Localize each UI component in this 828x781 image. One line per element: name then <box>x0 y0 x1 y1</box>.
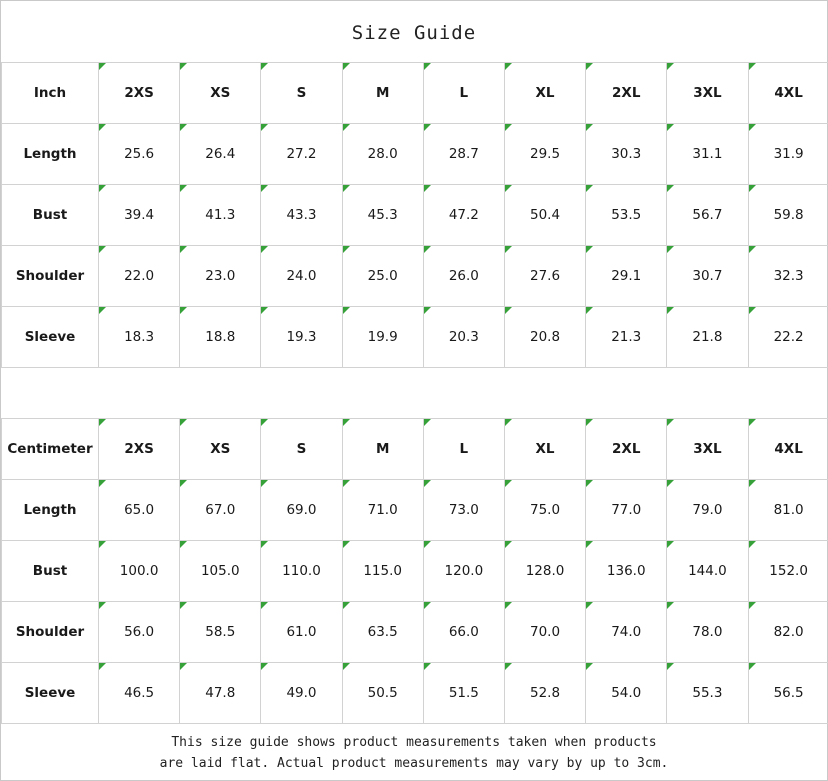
cell-sleeve-m: 19.9 <box>342 307 423 368</box>
cell-sleeve-2xs: 18.3 <box>99 307 180 368</box>
cell-sleeve-xl: 20.8 <box>504 307 585 368</box>
page-title: Size Guide <box>351 22 477 44</box>
cell-cm-shoulder-2xs: 56.0 <box>99 602 180 663</box>
cell-cm-shoulder-l: 66.0 <box>423 602 504 663</box>
row-label-cm-shoulder: Shoulder <box>2 602 99 663</box>
cell-length-l: 28.7 <box>423 124 504 185</box>
table-row <box>2 307 828 368</box>
table-header-row <box>2 63 828 124</box>
cell-bust-l: 47.2 <box>423 185 504 246</box>
size-header-xl: XL <box>504 63 585 124</box>
cell-bust-xs: 41.3 <box>180 185 261 246</box>
cell-length-3xl: 31.1 <box>667 124 748 185</box>
cell-cm-shoulder-2xl: 74.0 <box>586 602 667 663</box>
size-header-cm-s: S <box>261 419 342 480</box>
cell-cm-bust-4xl: 152.0 <box>748 541 828 602</box>
cell-cm-bust-xs: 105.0 <box>180 541 261 602</box>
cell-sleeve-xs: 18.8 <box>180 307 261 368</box>
table-row <box>2 602 828 663</box>
cell-length-4xl: 31.9 <box>748 124 828 185</box>
cell-cm-sleeve-2xl: 54.0 <box>586 663 667 724</box>
size-header-xs: XS <box>180 63 261 124</box>
cell-cm-sleeve-l: 51.5 <box>423 663 504 724</box>
cell-sleeve-s: 19.3 <box>261 307 342 368</box>
cell-shoulder-l: 26.0 <box>423 246 504 307</box>
cell-length-s: 27.2 <box>261 124 342 185</box>
size-header-2xl: 2XL <box>586 63 667 124</box>
size-header-cm-xs: XS <box>180 419 261 480</box>
cell-shoulder-2xs: 22.0 <box>99 246 180 307</box>
cell-cm-bust-m: 115.0 <box>342 541 423 602</box>
cell-shoulder-4xl: 32.3 <box>748 246 828 307</box>
size-header-3xl: 3XL <box>667 63 748 124</box>
cell-sleeve-3xl: 21.8 <box>667 307 748 368</box>
cell-bust-m: 45.3 <box>342 185 423 246</box>
row-label-bust: Bust <box>2 185 99 246</box>
footer-line-1: This size guide shows product measurements taken when products <box>171 735 657 750</box>
cell-shoulder-xl: 27.6 <box>504 246 585 307</box>
cell-cm-length-2xs: 65.0 <box>99 480 180 541</box>
cell-length-2xs: 25.6 <box>99 124 180 185</box>
row-label-shoulder: Shoulder <box>2 246 99 307</box>
inch-table-wrapper <box>1 62 827 368</box>
footer-note <box>1 732 827 774</box>
cell-shoulder-s: 24.0 <box>261 246 342 307</box>
table-gap-spacer <box>1 368 827 418</box>
size-header-cm-xl: XL <box>504 419 585 480</box>
cell-sleeve-2xl: 21.3 <box>586 307 667 368</box>
size-header-cm-l: L <box>423 419 504 480</box>
size-header-cm-3xl: 3XL <box>667 419 748 480</box>
cell-cm-shoulder-3xl: 78.0 <box>667 602 748 663</box>
cell-length-xs: 26.4 <box>180 124 261 185</box>
row-label-cm-length: Length <box>2 480 99 541</box>
cell-bust-2xs: 39.4 <box>99 185 180 246</box>
row-label-length: Length <box>2 124 99 185</box>
table-row <box>2 124 828 185</box>
cell-length-xl: 29.5 <box>504 124 585 185</box>
unit-label-centimeter: Centimeter <box>2 419 99 480</box>
cell-cm-sleeve-xs: 47.8 <box>180 663 261 724</box>
cell-cm-length-xs: 67.0 <box>180 480 261 541</box>
table-row <box>2 663 828 724</box>
cell-sleeve-4xl: 22.2 <box>748 307 828 368</box>
size-header-2xs: 2XS <box>99 63 180 124</box>
size-header-cm-4xl: 4XL <box>748 419 828 480</box>
size-table-inch <box>1 62 828 368</box>
cell-bust-s: 43.3 <box>261 185 342 246</box>
cell-cm-length-l: 73.0 <box>423 480 504 541</box>
cell-cm-length-xl: 75.0 <box>504 480 585 541</box>
table-row <box>2 246 828 307</box>
size-header-m: M <box>342 63 423 124</box>
size-header-l: L <box>423 63 504 124</box>
cell-cm-bust-l: 120.0 <box>423 541 504 602</box>
cell-cm-shoulder-s: 61.0 <box>261 602 342 663</box>
cell-length-m: 28.0 <box>342 124 423 185</box>
table-row <box>2 185 828 246</box>
size-header-cm-2xl: 2XL <box>586 419 667 480</box>
unit-label-inch: Inch <box>2 63 99 124</box>
cell-cm-bust-2xl: 136.0 <box>586 541 667 602</box>
cell-shoulder-m: 25.0 <box>342 246 423 307</box>
table-header-row <box>2 419 828 480</box>
cell-cm-sleeve-xl: 52.8 <box>504 663 585 724</box>
cell-cm-length-m: 71.0 <box>342 480 423 541</box>
size-header-cm-m: M <box>342 419 423 480</box>
cell-cm-shoulder-xl: 70.0 <box>504 602 585 663</box>
cell-cm-bust-2xs: 100.0 <box>99 541 180 602</box>
table-row <box>2 480 828 541</box>
cell-cm-bust-s: 110.0 <box>261 541 342 602</box>
row-label-cm-bust: Bust <box>2 541 99 602</box>
cell-shoulder-2xl: 29.1 <box>586 246 667 307</box>
cell-cm-sleeve-m: 50.5 <box>342 663 423 724</box>
size-header-cm-2xs: 2XS <box>99 419 180 480</box>
cell-cm-length-s: 69.0 <box>261 480 342 541</box>
cell-cm-bust-3xl: 144.0 <box>667 541 748 602</box>
cell-cm-shoulder-m: 63.5 <box>342 602 423 663</box>
size-header-s: S <box>261 63 342 124</box>
cell-bust-3xl: 56.7 <box>667 185 748 246</box>
cell-cm-sleeve-s: 49.0 <box>261 663 342 724</box>
table-row <box>2 541 828 602</box>
cell-cm-shoulder-xs: 58.5 <box>180 602 261 663</box>
cell-cm-sleeve-3xl: 55.3 <box>667 663 748 724</box>
cell-cm-shoulder-4xl: 82.0 <box>748 602 828 663</box>
size-table-centimeter <box>1 418 828 724</box>
cell-shoulder-xs: 23.0 <box>180 246 261 307</box>
cell-sleeve-l: 20.3 <box>423 307 504 368</box>
cell-bust-2xl: 53.5 <box>586 185 667 246</box>
cell-bust-4xl: 59.8 <box>748 185 828 246</box>
cell-cm-length-3xl: 79.0 <box>667 480 748 541</box>
cell-cm-length-4xl: 81.0 <box>748 480 828 541</box>
cell-cm-sleeve-2xs: 46.5 <box>99 663 180 724</box>
cell-shoulder-3xl: 30.7 <box>667 246 748 307</box>
cell-cm-length-2xl: 77.0 <box>586 480 667 541</box>
row-label-cm-sleeve: Sleeve <box>2 663 99 724</box>
cell-length-2xl: 30.3 <box>586 124 667 185</box>
row-label-sleeve: Sleeve <box>2 307 99 368</box>
centimeter-table-wrapper <box>1 418 827 724</box>
cell-cm-sleeve-4xl: 56.5 <box>748 663 828 724</box>
cell-cm-bust-xl: 128.0 <box>504 541 585 602</box>
footer-line-2: are laid flat. Actual product measurements may vary by up to 3cm. <box>159 756 669 771</box>
size-header-4xl: 4XL <box>748 63 828 124</box>
cell-bust-xl: 50.4 <box>504 185 585 246</box>
